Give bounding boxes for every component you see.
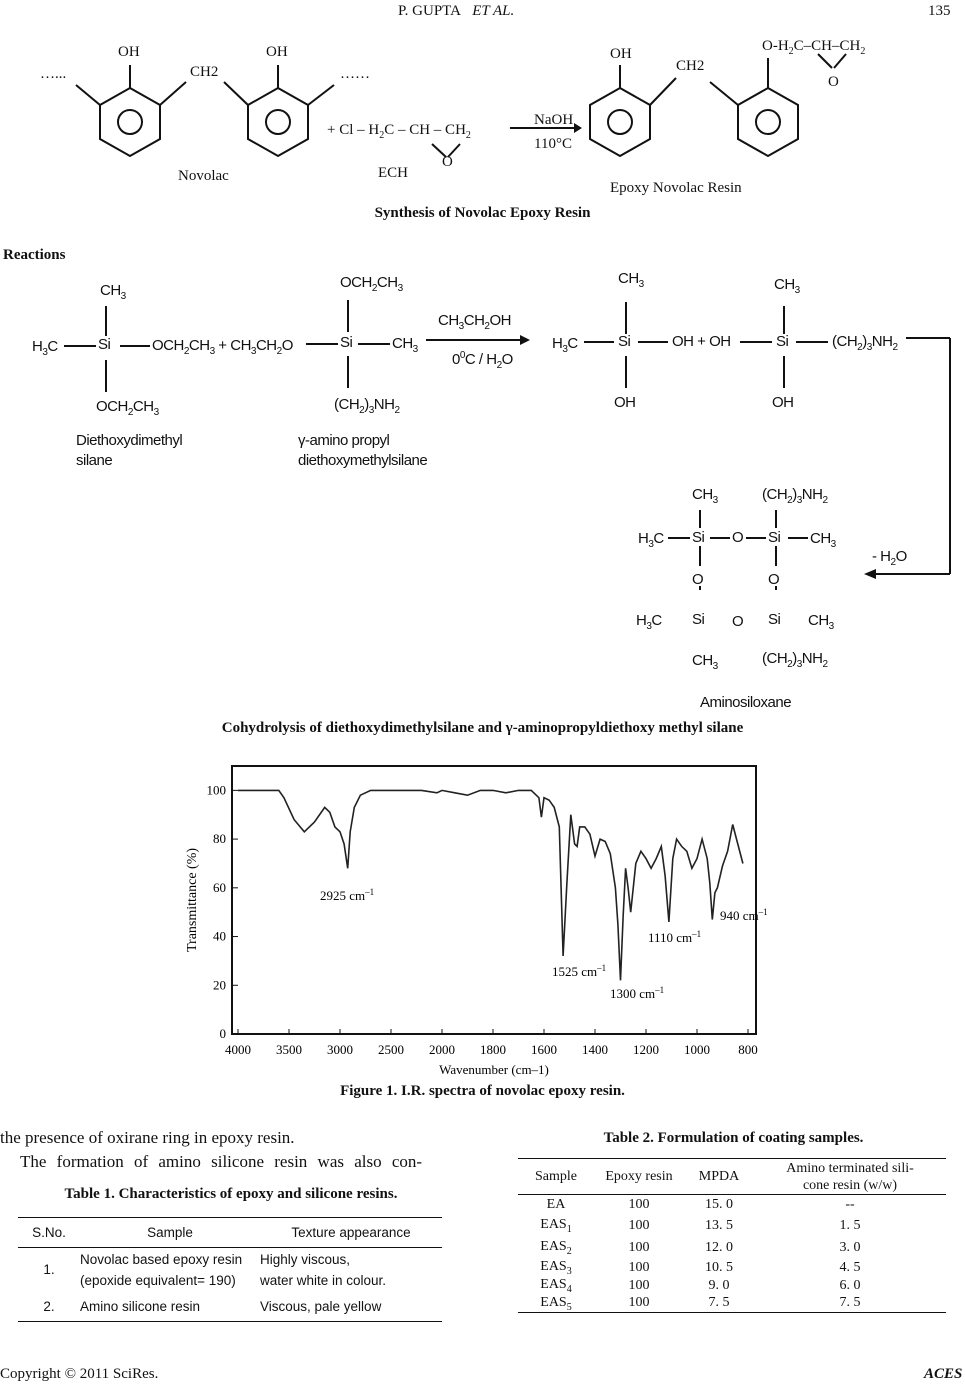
table-cell: 100 — [628, 1217, 650, 1233]
oxygen-atom: O — [768, 571, 780, 588]
table-row: $EAS_3$ 100 10. 5 4. 5 — [518, 1259, 946, 1277]
table-cell: 10. 5 — [705, 1259, 733, 1275]
oxygen-atom: O — [692, 571, 704, 588]
silane-b-label: γ-amino propyl — [298, 432, 390, 449]
running-title: P. GUPTA ET AL. — [398, 3, 515, 19]
ir-series-line — [238, 790, 743, 980]
reactions-heading: Reactions — [3, 247, 66, 263]
silane-a-label: Diethoxydimethyl — [76, 432, 183, 449]
product-label: Epoxy Novolac Resin — [610, 180, 742, 196]
x-tick-label: 1000 — [684, 1042, 710, 1057]
benzene-ring-2 — [248, 88, 308, 156]
table-cell: (epoxide equivalent= 190) — [80, 1272, 236, 1288]
table-cell: 12. 0 — [705, 1239, 733, 1255]
y-tick-label: 40 — [213, 928, 226, 944]
table-cell: 100 — [628, 1295, 650, 1311]
table-cell: 1. 5 — [839, 1217, 861, 1233]
col-header: S.No. — [32, 1225, 66, 1240]
chain-dots-right: …… — [340, 66, 370, 82]
epoxide-oxygen: O — [828, 74, 839, 90]
table-cell: 100 — [628, 1277, 650, 1293]
oh-label: OH — [610, 46, 632, 62]
peak-annotation: 940 $cm^{-1}$ — [720, 907, 768, 923]
plot-frame — [232, 766, 756, 1034]
silane-b-label: diethoxymethylsilane — [298, 452, 428, 469]
scheme2-caption: Cohydrolysis of diethoxydimethylsilane and γ-aminopropyldiethoxy methyl silane — [221, 720, 744, 736]
col-header: MPDA — [698, 1168, 740, 1184]
oh-label: OH — [118, 44, 140, 60]
oh-label: OH — [614, 394, 636, 411]
y-tick-label: 60 — [213, 879, 226, 895]
table-cell: 9. 0 — [708, 1277, 730, 1293]
silicon-atom: Si — [768, 611, 781, 628]
oxygen-atom: O — [732, 613, 744, 630]
body-text-line: the presence of oxirane ring in epoxy resin. — [0, 1128, 295, 1147]
table-row: $EAS_5$ 100 7. 5 7. 5 — [518, 1295, 946, 1313]
oxygen-atom: O — [732, 529, 744, 546]
benzene-ring-3 — [590, 88, 650, 156]
x-tick-label: 3000 — [327, 1042, 353, 1057]
table-cell: 2. — [43, 1298, 55, 1314]
x-tick-label: 2500 — [378, 1042, 404, 1057]
table-row — [518, 1195, 946, 1215]
table-row: $EAS_1$ 100 13. 5 1. 5 — [518, 1215, 946, 1237]
table-cell: Amino silicone resin — [80, 1298, 201, 1314]
x-tick-label: 4000 — [225, 1042, 251, 1057]
ech-label: ECH — [378, 165, 408, 181]
ech-formula: + Cl – $H_2C$ – CH – $CH_2$ — [327, 122, 471, 141]
col-header: Sample — [535, 1168, 577, 1184]
silicon-atom: Si — [340, 334, 353, 351]
table-cell: Viscous, pale yellow — [260, 1298, 382, 1314]
ch2-bridge: CH2 — [190, 64, 219, 80]
table-row — [18, 1292, 442, 1322]
table-cell: 7. 5 — [708, 1295, 730, 1311]
col-header: Texture appearance — [291, 1225, 411, 1240]
col-header: Epoxy resin — [605, 1168, 673, 1184]
x-tick-label: 1400 — [582, 1042, 608, 1057]
reaction-temperature: 110°C — [534, 136, 572, 152]
table-cell: 1. — [43, 1262, 55, 1278]
novolac-label: Novolac — [178, 168, 229, 184]
table-cell: 100 — [628, 1239, 650, 1255]
col-header: cone resin (w/w) — [802, 1177, 898, 1193]
y-tick-label: 20 — [213, 977, 226, 993]
silicon-atom: Si — [692, 529, 705, 546]
y-tick-label: 80 — [213, 831, 226, 847]
table-header-row — [18, 1218, 442, 1248]
table-cell: Novolac based epoxy resin — [80, 1251, 243, 1267]
table-cell: -- — [845, 1196, 855, 1212]
oh-label: OH — [266, 44, 288, 60]
silicon-atom: Si — [768, 529, 781, 546]
peak-annotation: 1525 $cm^{-1}$ — [552, 963, 607, 979]
silane-a-label: silane — [76, 452, 113, 469]
figure1-caption: Figure 1. I.R. spectra of novolac epoxy resin. — [340, 1083, 625, 1099]
table-cell: 100 — [628, 1259, 650, 1275]
x-tick-label: 2000 — [429, 1042, 455, 1057]
table-header-row — [518, 1159, 946, 1195]
table-cell: 15. 0 — [705, 1196, 733, 1212]
table-cell: 6. 0 — [839, 1277, 861, 1293]
silicon-atom: Si — [776, 333, 789, 350]
reagent-naoh: NaOH — [534, 112, 574, 128]
oh-label: OH — [772, 394, 794, 411]
glycidyl-substituent: $O-H_2C-CH-CH_2$ — [762, 38, 866, 57]
peak-annotation: 2925 $cm^{-1}$ — [320, 887, 375, 903]
y-tick-label: 0 — [219, 1026, 226, 1041]
benzene-ring-4 — [738, 88, 798, 156]
table-cell: 4. 5 — [839, 1259, 861, 1275]
table-cell: 3. 0 — [839, 1239, 861, 1255]
col-header: Sample — [147, 1225, 193, 1240]
peak-annotation: 1110 $cm^{-1}$ — [648, 929, 702, 945]
silicon-atom: Si — [692, 611, 705, 628]
journal-name: ACES — [924, 1366, 963, 1382]
page-number: 135 — [928, 3, 951, 19]
table-row: $EAS_4$ 100 9. 0 6. 0 — [518, 1277, 946, 1295]
y-tick-label: 100 — [206, 782, 226, 798]
x-axis-label: Wavenumber (cm–1) — [439, 1062, 549, 1077]
chain-dots-left: …... — [40, 66, 67, 82]
table1 — [18, 1217, 442, 1322]
table1-caption: Table 1. Characteristics of epoxy and silicone resins. — [64, 1186, 398, 1202]
x-tick-label: 1200 — [633, 1042, 659, 1057]
x-tick-label: 3500 — [276, 1042, 302, 1057]
ir-spectrum-chart — [180, 758, 780, 1080]
table2-caption: Table 2. Formulation of coating samples. — [603, 1130, 864, 1146]
col-header: Amino terminated sili- — [786, 1160, 914, 1176]
body-text-line: The formation of amino silicone resin was also con- — [20, 1152, 423, 1171]
table-row: $EAS_2$ 100 12. 0 3. 0 — [518, 1237, 946, 1259]
table-row — [18, 1248, 442, 1292]
table-cell: Highly viscous, — [260, 1251, 351, 1267]
table-cell: EA — [546, 1196, 566, 1212]
silicon-atom: Si — [618, 333, 631, 350]
ch2-bridge: CH2 — [676, 58, 705, 74]
table-cell: water white in colour. — [260, 1272, 387, 1288]
x-tick-label: 800 — [738, 1042, 758, 1057]
silicon-atom: Si — [98, 336, 111, 353]
table-cell: 7. 5 — [839, 1295, 861, 1311]
aminosiloxane-label: Aminosiloxane — [700, 694, 792, 711]
table2 — [518, 1158, 946, 1313]
y-axis-label: Transmittance (%) — [185, 847, 200, 953]
table-cell: 100 — [628, 1196, 650, 1212]
table-cell: 13. 5 — [705, 1217, 733, 1233]
peak-annotation: 1300 $cm^{-1}$ — [610, 985, 665, 1001]
epoxide-oxygen: O — [442, 154, 453, 170]
arrow-head — [574, 123, 582, 133]
copyright: Copyright © 2011 SciRes. — [0, 1366, 159, 1382]
x-tick-label: 1600 — [531, 1042, 557, 1057]
benzene-ring-1 — [100, 88, 160, 156]
x-tick-label: 1800 — [480, 1042, 506, 1057]
scheme1-caption: Synthesis of Novolac Epoxy Resin — [374, 205, 591, 221]
